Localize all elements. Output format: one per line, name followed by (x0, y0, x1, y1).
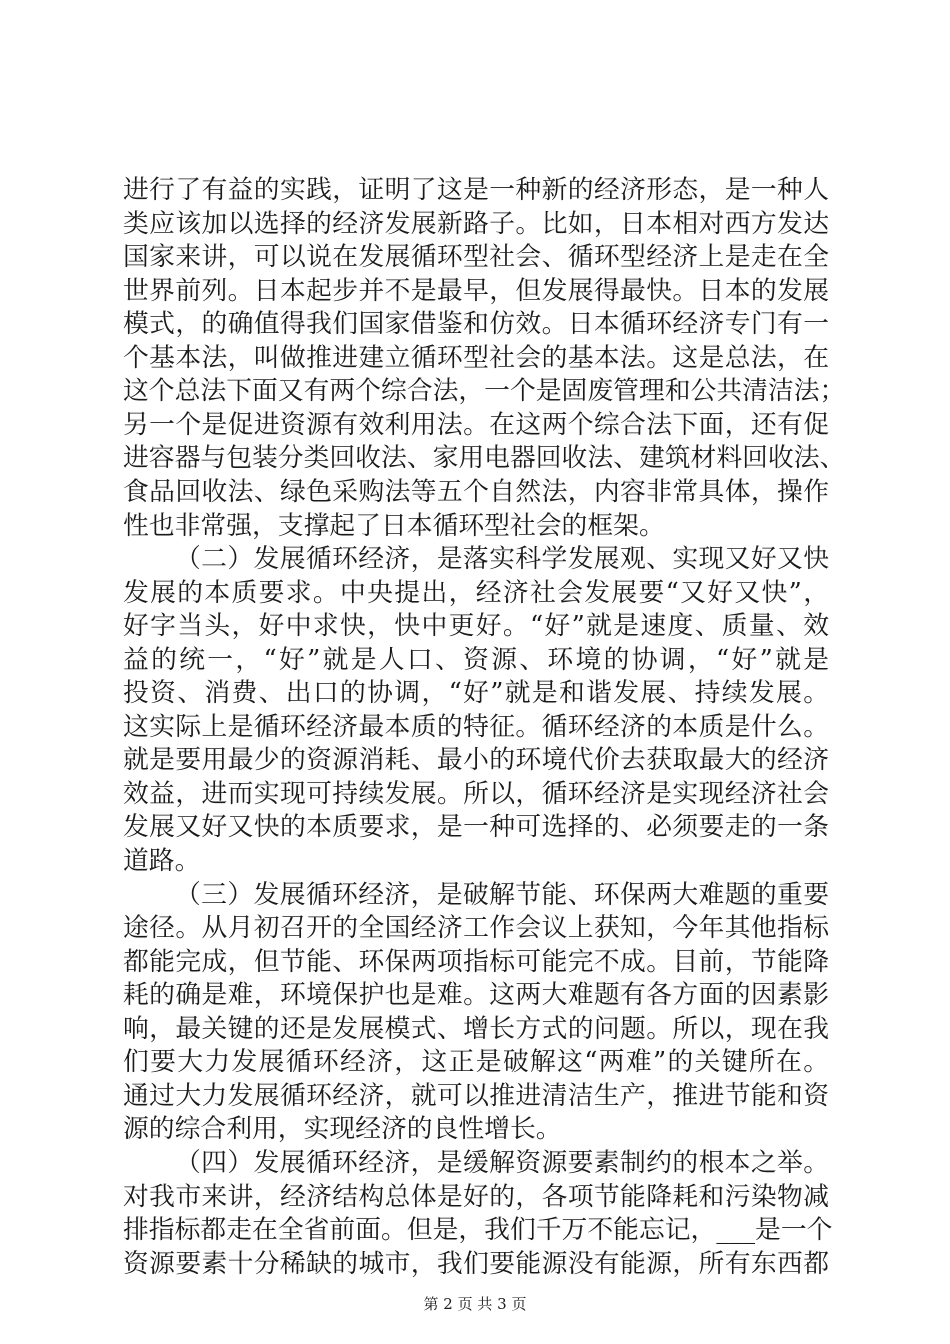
text-line: 通过大力发展循环经济，就可以推进清洁生产，推进节能和资 (123, 1080, 829, 1111)
text-line: 都能完成，但节能、环保两项指标可能完不成。目前，节能降 (123, 946, 829, 977)
text-line: 世界前列。日本起步并不是最早，但发展得最快。日本的发展 (123, 275, 829, 306)
text-line: 对我市来讲，经济结构总体是好的，各项节能降耗和污染物减 (123, 1181, 829, 1212)
text-line: 们要大力发展循环经济，这正是破解这“两难”的关键所在。 (123, 1047, 829, 1078)
text-line: 食品回收法、绿色采购法等五个自然法，内容非常具体，操作 (123, 476, 829, 507)
text-line: 进容器与包装分类回收法、家用电器回收法、建筑材料回收法、 (123, 443, 846, 474)
text-line: 就是要用最少的资源消耗、最小的环境代价去获取最大的经济 (123, 745, 829, 776)
text-line: （二）发展循环经济，是落实科学发展观、实现又好又快 (175, 544, 829, 575)
page-footer: 第 2 页 共 3 页 (423, 1295, 527, 1313)
text-line: 效益，进而实现可持续发展。所以，循环经济是实现经济社会 (123, 778, 829, 809)
text-line: 途径。从月初召开的全国经济工作会议上获知，今年其他指标 (123, 913, 829, 944)
text-line: 性也非常强，支撑起了日本循环型社会的框架。 (123, 510, 665, 541)
text-line: 耗的确是难，环境保护也是难。这两大难题有各方面的因素影 (123, 980, 829, 1011)
text-line: 另一个是促进资源有效利用法。在这两个综合法下面，还有促 (123, 409, 829, 440)
text-line: 这实际上是循环经济最本质的特征。循环经济的本质是什么。 (123, 711, 829, 742)
text-line: 好字当头，好中求快，快中更好。“好”就是速度、质量、效 (123, 611, 829, 642)
text-line: 模式，的确值得我们国家借鉴和仿效。日本循环经济专门有一 (123, 309, 829, 340)
text-line: 国家来讲，可以说在发展循环型社会、循环型经济上是走在全 (123, 242, 829, 273)
text-line: 发展的本质要求。中央提出，经济社会发展要“又好又快”， (123, 577, 829, 608)
text-line: 排指标都走在全省前面。但是，我们千万不能忘记，___是一个 (123, 1215, 833, 1246)
text-line: 益的统一，“好”就是人口、资源、环境的协调，“好”就是 (123, 644, 829, 675)
text-line: 投资、消费、出口的协调，“好”就是和谐发展、持续发展。 (123, 678, 829, 709)
text-line: 这个总法下面又有两个综合法，一个是固废管理和公共清洁法； (123, 376, 846, 407)
text-line: 响，最关键的还是发展模式、增长方式的问题。所以，现在我 (123, 1013, 829, 1044)
text-line: 道路。 (123, 846, 201, 876)
text-line: （四）发展循环经济，是缓解资源要素制约的根本之举。 (175, 1147, 829, 1178)
text-line: 发展又好又快的本质要求，是一种可选择的、必须要走的一条 (123, 812, 829, 843)
text-line: 源的综合利用，实现经济的良性增长。 (123, 1114, 562, 1145)
text-line: 个基本法，叫做推进建立循环型社会的基本法。这是总法，在 (123, 342, 829, 373)
text-line: （三）发展循环经济，是破解节能、环保两大难题的重要 (175, 879, 829, 910)
text-line: 资源要素十分稀缺的城市，我们要能源没有能源，所有东西都 (123, 1248, 829, 1279)
text-line: 类应该加以选择的经济发展新路子。比如，日本相对西方发达 (123, 208, 829, 239)
text-line: 进行了有益的实践，证明了这是一种新的经济形态，是一种人 (123, 175, 829, 205)
